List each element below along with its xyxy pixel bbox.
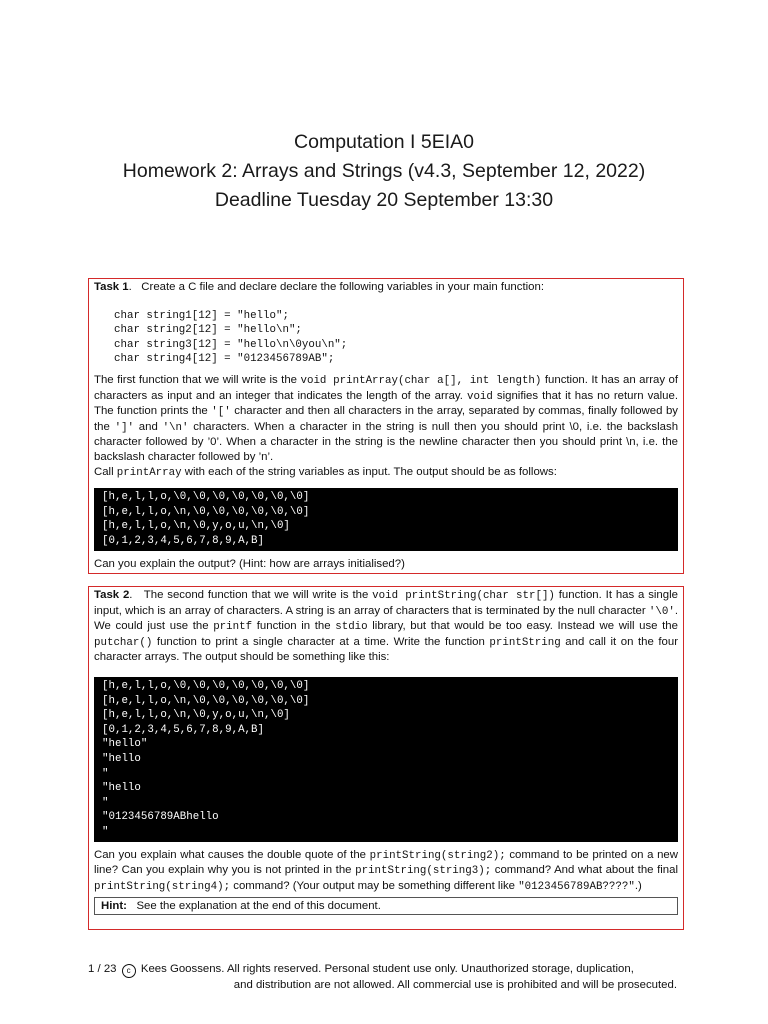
code: printString(string3); <box>355 865 492 878</box>
hint-label: Hint: <box>101 900 127 913</box>
declaration-line: char string4[12] = "0123456789AB"; <box>114 353 335 366</box>
task2-output-terminal <box>94 677 678 842</box>
task1-output-terminal <box>94 488 678 550</box>
output-line: [0,1,2,3,4,5,6,7,8,9,A,B] <box>102 723 264 736</box>
code: "0123456789AB????" <box>518 880 635 893</box>
output-line: "0123456789ABhello <box>102 811 219 824</box>
declaration-line: char string1[12] = "hello"; <box>114 309 289 322</box>
course-title: Computation I 5EIA0 <box>294 131 474 153</box>
code: void <box>466 390 493 403</box>
code: printString(string2); <box>369 849 506 862</box>
text: function. It has an array of characters as input and an integer that indicates the length of the array. <box>94 373 679 402</box>
task2-label: Task 2 <box>94 589 130 601</box>
text: library, but that would be too easy. Instead we will use the <box>372 620 678 633</box>
declaration-line: char string3[12] = "hello\n\0you\n"; <box>114 338 348 351</box>
document-title <box>0 128 768 215</box>
code: printArray <box>116 466 182 479</box>
task1-label: Task 1 <box>94 281 129 293</box>
text: signifies that it has no return value. The function prints the <box>94 389 678 418</box>
code: void printArray(char a[], int length) <box>300 374 542 387</box>
copyright-icon: c <box>122 964 136 978</box>
page-footer <box>88 962 677 993</box>
task1-description <box>94 373 678 465</box>
task1-intro-text: Create a C file and declare declare the following variables in your main function: <box>141 281 544 293</box>
text: command to be printed on a new line? Can you explain why you is not printed in the <box>94 848 678 877</box>
text: characters. When a character in the string is null then you should print \0, i.e. the backslash character followed by ’0’. When a character in the string is the newline character then you should print \n, i.e. the backslash character followed by ’n’. <box>94 420 679 463</box>
task1-intro <box>94 280 678 295</box>
hint-box <box>94 897 678 915</box>
code: printString(string4); <box>94 880 231 893</box>
declaration-line: char string2[12] = "hello\n"; <box>114 324 302 337</box>
footer-line-1 <box>88 962 677 978</box>
text: and call it on the four character arrays. The output should be something like this: <box>94 635 679 664</box>
code: printf <box>213 621 253 634</box>
code: '[' <box>211 406 231 419</box>
output-line: "hello <box>102 752 141 765</box>
text: Call <box>94 465 114 478</box>
text: function to print a single character at a time. Write the function <box>156 635 485 648</box>
code: putchar() <box>94 636 153 649</box>
code: '\0' <box>648 605 675 618</box>
text: command? (Your output may be something different like <box>233 879 516 892</box>
output-line: [0,1,2,3,4,5,6,7,8,9,A,B] <box>102 534 264 547</box>
text: . We could just use the <box>94 604 678 633</box>
footer-line-2: and distribution are not allowed. All commercial use is prohibited and will be prosecuted. <box>233 979 677 991</box>
task2-box <box>88 586 684 930</box>
text: The first function that we will write is the <box>94 373 298 386</box>
code: '\n' <box>162 421 189 434</box>
homework-title: Homework 2: Arrays and Strings (v4.3, September 12, 2022) <box>122 160 646 182</box>
label-dot: . <box>128 281 139 293</box>
task1-box <box>88 278 684 574</box>
task1-question: Can you explain the output? (Hint: how are arrays initialised?) <box>94 557 405 570</box>
output-line: " <box>102 767 109 780</box>
code: void printString(char str[]) <box>372 590 555 602</box>
text: function. It has a single input, which is an array of characters. A string is an array of characters that is terminated by the null character <box>94 589 678 617</box>
text: and <box>138 420 158 433</box>
output-line: [h,e,l,l,o,\n,\0,\0,\0,\0,\0,\0] <box>102 694 310 707</box>
text: .) <box>634 879 642 892</box>
output-line: [h,e,l,l,o,\n,\0,y,o,u,\n,\0] <box>102 709 290 722</box>
deadline-line: Deadline Tuesday 20 September 13:30 <box>214 189 554 211</box>
output-line: [h,e,l,l,o,\n,\0,y,o,u,\n,\0] <box>102 520 290 533</box>
output-line: [h,e,l,l,o,\0,\0,\0,\0,\0,\0,\0] <box>102 679 310 692</box>
task1-call-instruction <box>94 465 678 481</box>
output-line: "hello" <box>102 738 148 751</box>
code: printString <box>489 636 561 649</box>
output-line: "hello <box>102 782 141 795</box>
output-line: [h,e,l,l,o,\0,\0,\0,\0,\0,\0,\0] <box>102 491 310 504</box>
code: ']' <box>114 421 135 434</box>
hint-text: See the explanation at the end of this document. <box>136 900 381 913</box>
text: with each of the string variables as input. The output should be as follows: <box>184 465 557 478</box>
task1-declarations <box>114 309 678 367</box>
text: command? And what about the final <box>494 864 678 877</box>
output-line: [h,e,l,l,o,\n,\0,\0,\0,\0,\0,\0] <box>102 505 310 518</box>
label-dot: . <box>129 589 141 601</box>
copyright-text: Kees Goossens. All rights reserved. Personal student use only. Unauthorized storage, duplication, <box>140 963 634 975</box>
text: function in the <box>256 620 331 633</box>
text: character and then all characters in the array, separated by commas, finally followed by the <box>94 405 678 433</box>
output-line: " <box>102 825 109 838</box>
page-number: 1 / 23 <box>88 963 117 975</box>
output-line: " <box>102 796 109 809</box>
text: Can you explain what causes the double quote of the <box>94 848 366 861</box>
task2-description <box>94 588 678 665</box>
text: The second function that we will write is the <box>143 589 369 601</box>
task2-questions <box>94 848 678 895</box>
code: stdio <box>335 621 368 634</box>
